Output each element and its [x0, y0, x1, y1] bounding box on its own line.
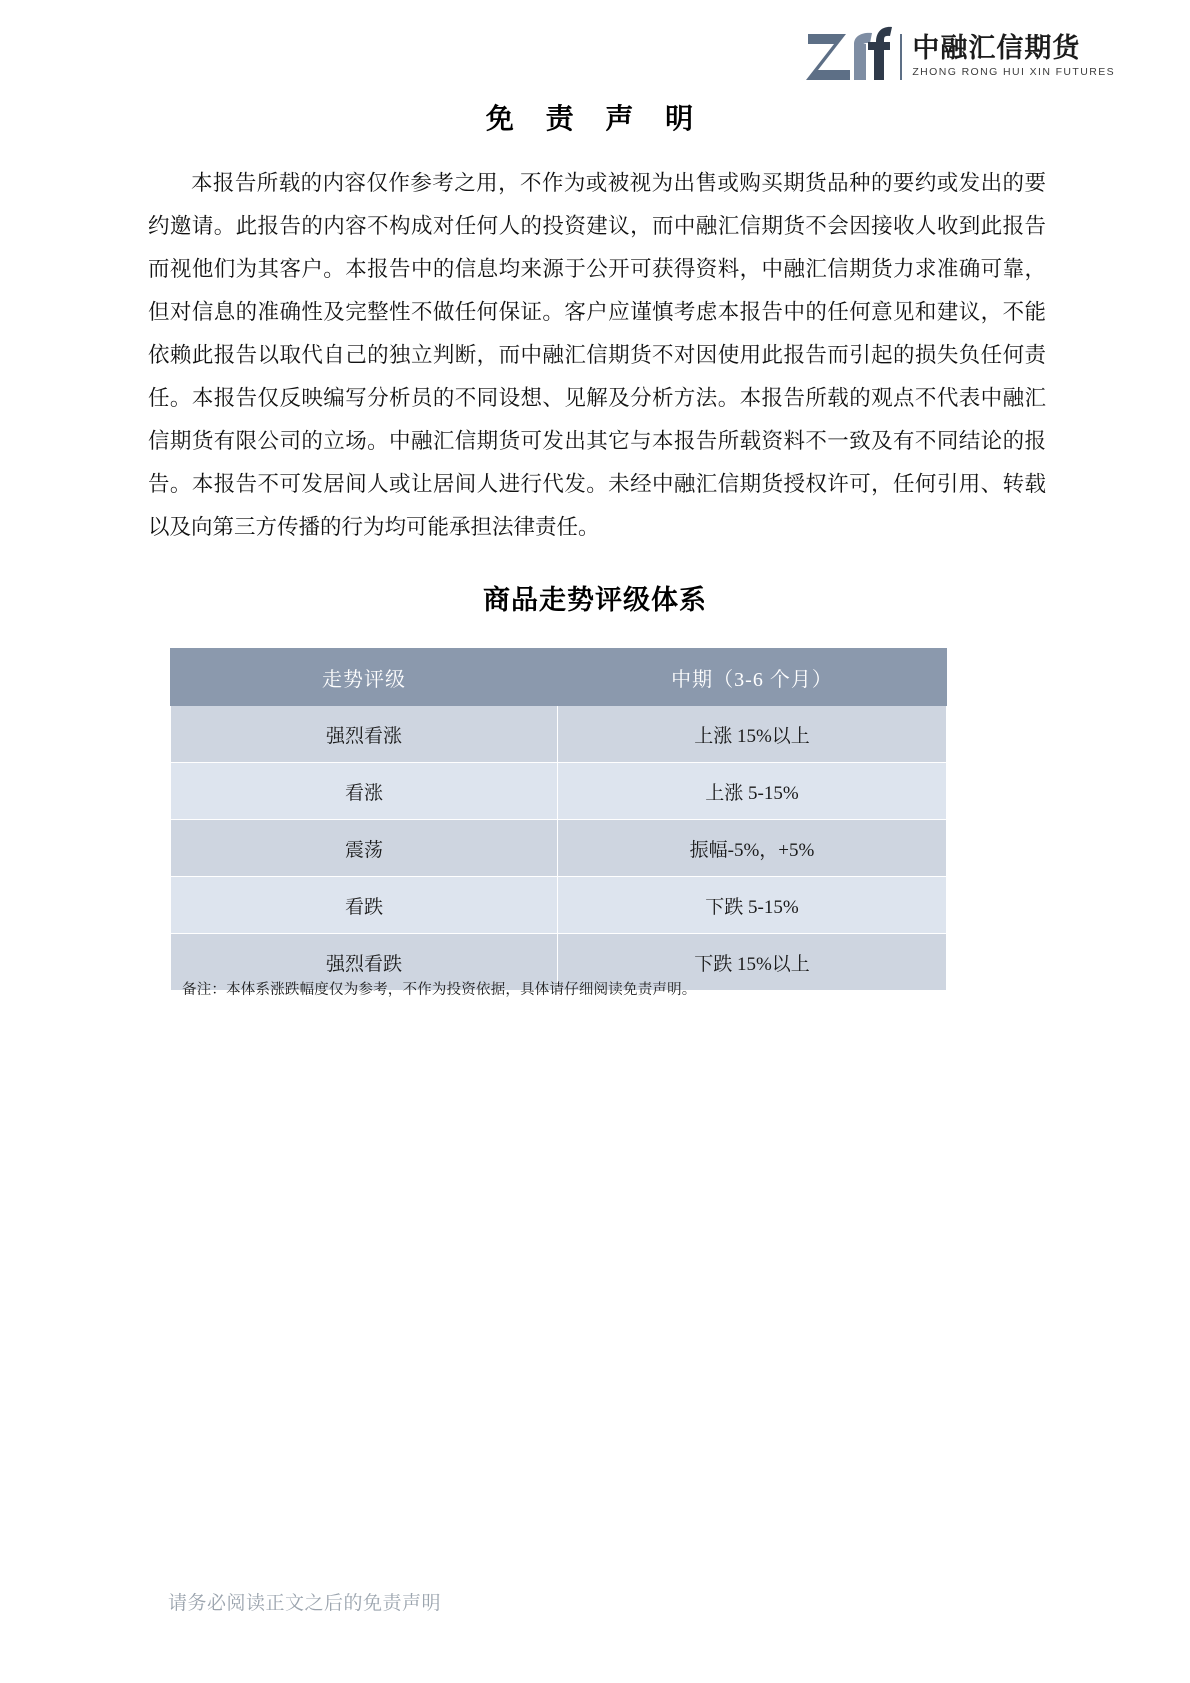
table-cell-rating: 看跌 [171, 877, 558, 934]
table-cell-rating: 震荡 [171, 820, 558, 877]
table-header-cell: 走势评级 [171, 649, 558, 706]
rating-table [170, 648, 947, 991]
table-cell-range: 下跌 15%以上 [558, 934, 947, 991]
table-cell-rating: 强烈看跌 [171, 934, 558, 991]
table-cell-rating: 强烈看涨 [171, 706, 558, 763]
logo-divider [900, 34, 902, 80]
logo-text-block [912, 32, 1115, 79]
table-row [171, 706, 947, 763]
table-row [171, 877, 947, 934]
disclaimer-paragraph: 本报告所载的内容仅作参考之用，不作为或被视为出售或购买期货品种的要约或发出的要约邀请。此报告的内容不构成对任何人的投资建议，而中融汇信期货不会因接收人收到此报告而视他们为其客户。本报告中的信息均来源于公开可获得资料，中融汇信期货力求准确可靠，但对信息的准确性及完整性不做任何保证。客户应谨慎考虑本报告中的任何意见和建议，不能依赖此报告以取代自己的独立判断，而中融汇信期货不对因使用此报告而引起的损失负任何责任。本报告仅反映编写分析员的不同设想、见解及分析方法。本报告所载的观点不代表中融汇信期货有限公司的立场。中融汇信期货可发出其它与本报告所载资料不一致及有不同结论的报告。本报告不可发居间人或让居间人进行代发。未经中融汇信期货授权许可，任何引用、转载以及向第三方传播的行为均可能承担法律责任。 [148, 171, 1046, 539]
page-footer: 请务必阅读正文之后的免责声明 [168, 1592, 442, 1614]
table-header-row [171, 649, 947, 706]
table-cell-range: 上涨 5-15% [558, 763, 947, 820]
page-title: 免 责 声 明 [485, 102, 705, 135]
table-cell-rating: 看涨 [171, 763, 558, 820]
section-title: 商品走势评级体系 [483, 585, 707, 616]
table-header-cell: 中期（3-6 个月） [558, 649, 947, 706]
zrf-logo-mark-icon [806, 26, 892, 87]
company-name-en: ZHONG RONG HUI XIN FUTURES [912, 66, 1115, 79]
page-header [806, 26, 1115, 87]
table-row [171, 763, 947, 820]
table-cell-range: 上涨 15%以上 [558, 706, 947, 763]
table-note: 备注：本体系涨跌幅度仅为参考，不作为投资依据，具体请仔细阅读免责声明。 [182, 982, 697, 998]
table-cell-range: 下跌 5-15% [558, 877, 947, 934]
table-cell-range: 振幅-5%，+5% [558, 820, 947, 877]
table-row [171, 820, 947, 877]
company-name-cn: 中融汇信期货 [912, 32, 1081, 64]
